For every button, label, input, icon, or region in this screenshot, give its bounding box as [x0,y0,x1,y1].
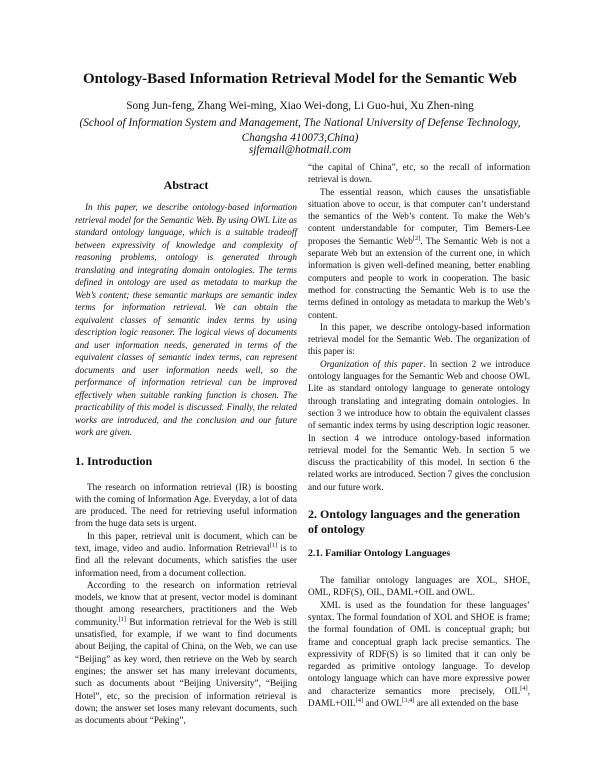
continued-paragraph: “the capital of China”, etc, so the recall of information retrieval is down. [308,162,530,185]
subsection-heading-familiar-languages: 2.1. Familiar Ontology Languages [308,548,451,560]
right-column [308,161,530,709]
semantic-web-paragraph [308,186,530,321]
abstract-heading: Abstract [163,178,209,192]
organization-paragraph [308,358,530,493]
organization-text: . In section 2 we introduce ontology languages for the Semantic Web and choose OWL Lite as standard ontology language to generate ontology through translating and integrating domain ontologies. In section 3 we introduce how to obtain the equivalent classes of semantic index terms by using description logic reasoner. In section 4 we introduce ontology-based information retrieval model for the Semantic Web. In section 5 we discuss the practicability of this model. In section 6 the related works are introduced. Section 7 gives the conclusion and our future work. [308,358,530,492]
citation-ref: [4] [355,696,364,704]
intro-paragraph-3 [75,579,297,727]
author-list: Song Jun-feng, Zhang Wei-ming, Xiao Wei-dong, Li Guo-hui, Xu Zhen-ning [126,100,474,112]
intro-paragraph-2 [75,530,297,579]
xml-text-d: are all extended on the base [414,697,519,708]
affiliation-line-2: Changsha 410073,China) [241,131,359,144]
citation-ref: [1] [269,541,278,549]
affiliation [40,116,560,145]
intro-paragraph-3-text-b: But information retrieval for the Web is still unsatisfied, for example, if we want to find documents about Beijing, the capital of China, on the Web, we can use “Beijing” as key word, then retrieve on the Web by search engines; the answer set has many irrelevant documents, such as documents about “Beijing University”, “Beijing Hotel”, etc, so the precision of information retrieval is down; the answer set loses many relevant documents, such as documents about “Peking”, [75,616,297,726]
citation-ref: [4] [520,684,528,692]
xml-text-c: and OWL [363,697,402,708]
xml-text-b: , DAML+OIL [308,685,530,708]
affiliation-line-1: (School of Information System and Management, The National University of Defense Technology, [79,117,521,129]
section-heading-ontology-languages: 2. Ontology languages and the generation of ontology [308,507,521,537]
author-email: sjfemail@hotmail.com [248,144,352,156]
citation-ref: [1] [118,615,127,623]
intro-paragraph-2-text-b: is to find all the relevant documents, which satisfies the user information need, from a document collection. [75,542,297,578]
xml-text-a: XML is used as the foundation for these languages’ syntax. The formal foundation of XOL and SHOE is frame; the formal foundation of OML is conceptual graph; but frame and conceptual graph lack precise semantics. The expressivity of RDF(S) is so limited that it can only be regarded as primitive ontology language. To develop ontology language which can have more expressive power and characterize semantics more precisely, OIL [308,599,530,696]
intro-paragraph-3-text-a: According to the research on information retrieval models, we know that at present, vector model is dominant thought among researchers, practitioners and the Web community. [75,579,297,627]
abstract-text: In this paper, we describe ontology-based information retrieval model for the Semantic Web. By using OWL Lite as standard ontology language, which is a suitable tradeoff between expressivity of knowledge and complexity of reasoning problems, ontology is generated through translating and integrating domain ontologies. The terms defined in ontology are used as metadata to markup the Web’s content; these semantic markups are semantic index terms for information retrieval. We can obtain the equivalent classes of semantic index terms by using description logic reasoner. The logical views of documents and user information needs, generated in terms of the equivalent classes of semantic index terms, can represent documents and user information needs well, so the performance of information retrieval can be improved effectively when suitable ranking function is chosen. The practicability of this model is discussed. Finally, the related works are introduced, and the conclusion and our future work are given. [75,202,297,437]
semantic-web-text-a: The essential reason, which causes the unsatisfiable situation above to occur, is that computer can’t understand the semantics of the Web’s content. To make the Web’s content understandable for computer, Tim Bemers-Lee proposes the Semantic Web [308,186,530,246]
organization-label: Organization of this paper [320,358,424,369]
intro-paragraph-2-text-a: In this paper, retrieval unit is document, which can be text, image, video and audio. Information Retrieval [75,530,297,553]
intro-paragraph-1: The research on information retrieval (IR) is boosting with the coming of Information Age. Everyday, a lot of data are produced. The need for retrieving useful information from the huge data sets is urgent. [75,481,297,529]
citation-ref: [2] [412,234,421,242]
xml-paragraph [308,599,530,710]
section-heading-introduction: 1. Introduction [75,453,153,468]
left-column [75,178,297,726]
paper-title: Ontology-Based Information Retrieval Model for the Semantic Web [83,71,517,87]
citation-ref: [3,4] [401,696,415,704]
familiar-languages-paragraph: The familiar ontology languages are XOL, SHOE, OML, RDF(S), OIL, DAML+OIL and OWL. [308,575,530,598]
semantic-web-text-b: . The Semantic Web is not a separate Web but an extension of the current one, in which information is given well-defined meaning, better enabling computers and people to work in cooperation. The basic method for constructing the Semantic Web is to use the terms defined in ontology as metadata to markup the Web’s content. [308,235,530,320]
paper-overview-paragraph: In this paper, we describe ontology-based information retrieval model for the Semantic Web. The organization of this paper is: [308,321,530,357]
